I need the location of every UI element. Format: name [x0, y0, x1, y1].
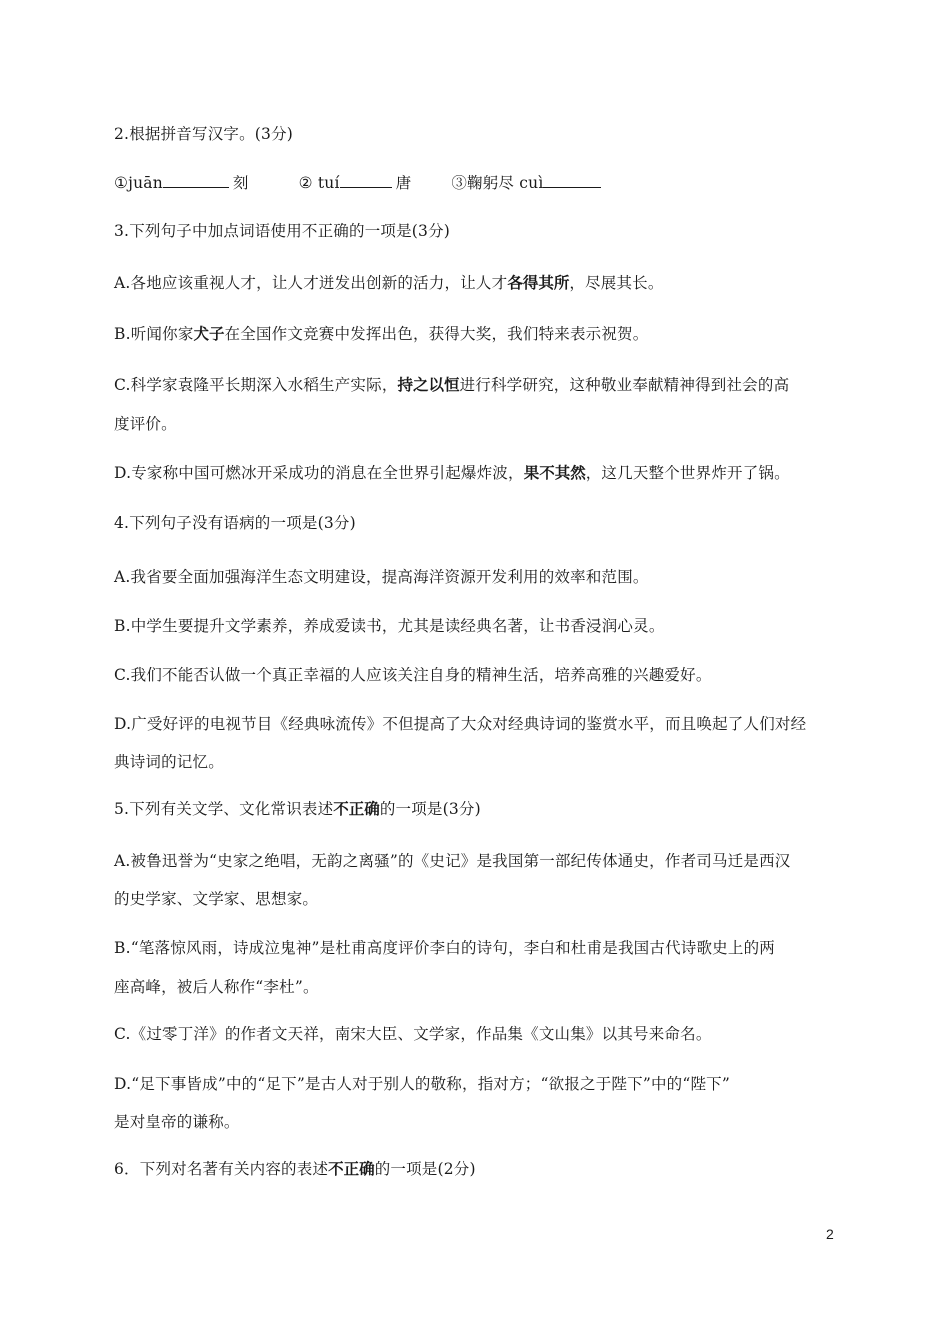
dotted-word: 持之以恒	[397, 376, 460, 394]
option-text: ，尽展其长。	[569, 274, 664, 292]
question-5-option-d-cont: 是对皇帝的谦称。	[114, 1113, 240, 1131]
option-text: D.专家称中国可燃冰开采成功的消息在全世界引起爆炸波，	[114, 464, 524, 482]
question-3-option-a	[114, 273, 844, 293]
question-4-option-d-cont: 典诗词的记忆。	[114, 753, 224, 771]
question-5-option-c: C.《过零丁洋》的作者文天祥，南宋大臣、文学家，作品集《文山集》以其号来命名。	[114, 1025, 712, 1043]
question-4-stem: 4.下列句子没有语病的一项是(3分)	[114, 514, 356, 532]
dotted-word: 犬子	[193, 325, 225, 343]
question-5-stem	[114, 799, 844, 819]
question-4-option-c: C.我们不能否认做一个真正幸福的人应该关注自身的精神生活，培养高雅的兴趣爱好。	[114, 666, 712, 684]
question-4-option-d: D.广受好评的电视节目《经典咏流传》不但提高了大众对经典诗词的鉴赏水平，而且唤起了人们对经	[114, 715, 807, 733]
question-5-option-b: B.“笔落惊风雨，诗成泣鬼神”是杜甫高度评价李白的诗句，李白和杜甫是我国古代诗歌史上的两	[114, 939, 775, 957]
question-3-option-c	[114, 375, 844, 395]
option-text: A.各地应该重视人才，让人才迸发出创新的活力，让人才	[114, 274, 508, 292]
question-3-option-c-cont: 度评价。	[114, 415, 177, 433]
question-5-option-a: A.被鲁迅誉为“史家之绝唱，无韵之离骚”的《史记》是我国第一部纪传体通史，作者司马迁是西汉	[114, 852, 791, 870]
option-text: C.科学家袁隆平长期深入水稻生产实际，	[114, 376, 398, 394]
question-3-stem: 3.下列句子中加点词语使用不正确的一项是(3分)	[114, 222, 451, 240]
stem-text: 的一项是(3分)	[379, 800, 481, 818]
option-text: 在全国作文竞赛中发挥出色，获得大奖，我们特来表示祝贺。	[224, 325, 649, 343]
stem-text: 6．下列对名著有关内容的表述	[114, 1160, 329, 1178]
question-5-option-a-cont: 的史学家、文学家、思想家。	[114, 890, 319, 908]
question-3-option-b	[114, 324, 844, 344]
question-2-stem: 2.根据拼音写汉字。(3分)	[114, 125, 294, 143]
dotted-word: 果不其然	[523, 464, 586, 482]
question-3-option-d	[114, 463, 844, 483]
question-4-option-b: B.中学生要提升文学素养，养成爱读书，尤其是读经典名著，让书香浸润心灵。	[114, 617, 665, 635]
blank-3	[543, 173, 601, 188]
stem-text: 5.下列有关文学、文化常识表述	[114, 800, 334, 818]
blank-2	[340, 173, 392, 188]
question-2-items	[114, 173, 844, 193]
option-text: ，这几天整个世界炸开了锅。	[585, 464, 790, 482]
question-5-option-b-cont: 座高峰，被后人称作“李杜”。	[114, 978, 319, 996]
option-text: B.听闻你家	[114, 325, 194, 343]
emphasis-word: 不正确	[333, 800, 380, 818]
question-6-stem	[114, 1159, 844, 1179]
option-text: 进行科学研究，这种敬业奉献精神得到社会的高	[459, 376, 790, 394]
item-3-prefix: ③鞠躬尽 cuì	[451, 174, 544, 192]
question-5-option-d: D.“足下事皆成”中的“足下”是古人对于别人的敬称，指对方；“欲报之于陛下”中的“陛下”	[114, 1075, 730, 1093]
item-1-prefix: ①juān	[114, 174, 163, 192]
item-1-suffix: 刻	[232, 174, 249, 192]
item-2-prefix: ② tuí	[298, 174, 340, 192]
question-4-option-a: A.我省要全面加强海洋生态文明建设，提高海洋资源开发利用的效率和范围。	[114, 568, 649, 586]
stem-text: 的一项是(2分)	[374, 1160, 476, 1178]
emphasis-word: 不正确	[328, 1160, 375, 1178]
page-number: 2	[826, 1226, 834, 1242]
item-2-suffix: 唐	[395, 174, 412, 192]
dotted-word: 各得其所	[507, 274, 570, 292]
blank-1	[163, 173, 229, 188]
